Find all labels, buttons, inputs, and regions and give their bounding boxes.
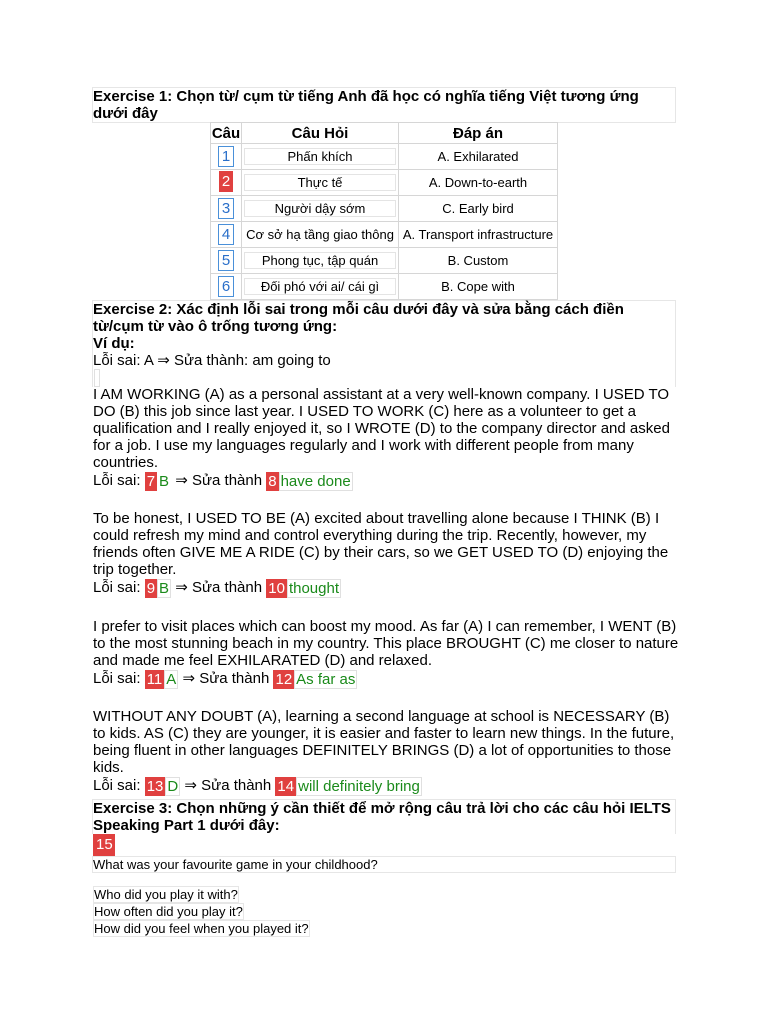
error-answer-field[interactable]: A bbox=[166, 670, 177, 688]
answer-cell[interactable]: B. Custom bbox=[399, 248, 558, 274]
fix-label: ⇒ Sửa thành bbox=[175, 472, 263, 489]
error-answer-field[interactable]: B bbox=[159, 579, 170, 597]
error-label: Lỗi sai: bbox=[93, 472, 141, 489]
option-checkbox[interactable]: Who did you play it with? bbox=[94, 887, 238, 902]
question-number-badge: 8 bbox=[268, 472, 277, 490]
question-cell: Người dậy sớm bbox=[244, 200, 396, 217]
fix-label: ⇒ Sửa thành bbox=[184, 777, 272, 794]
question-number-badge: 15 bbox=[96, 836, 113, 853]
question-number: 2 bbox=[219, 171, 233, 192]
answer-cell[interactable]: C. Early bird bbox=[399, 196, 558, 222]
header-cau: Câu bbox=[211, 124, 241, 142]
header-cau-hoi: Câu Hỏi bbox=[242, 123, 399, 144]
example-label: Ví dụ: bbox=[93, 335, 135, 352]
question-cell: Phong tục, tập quán bbox=[244, 252, 396, 269]
question-number-badge: 12 bbox=[275, 670, 293, 688]
error-line bbox=[93, 578, 341, 598]
answer-cell[interactable]: A. Exhilarated bbox=[399, 144, 558, 170]
question-cell: Cơ sở hạ tầng giao thông bbox=[246, 227, 394, 242]
fix-answer-field[interactable]: thought bbox=[288, 579, 339, 597]
answer-cell[interactable]: A. Transport infrastructure bbox=[399, 222, 558, 248]
exercise2-passage: WITHOUT ANY DOUBT (A), learning a second language at school is NECESSARY (B) to kids. AS (C) they are younger, it is easier and faster to learn new things. In the future, being fluent in other languages DEFINITELY BRINGS (D) a lot of opportunities to those kids. bbox=[93, 708, 675, 776]
question-number: 5 bbox=[218, 250, 234, 271]
fix-label: ⇒ Sửa thành bbox=[175, 579, 263, 596]
fix-answer-field[interactable]: have done bbox=[280, 472, 351, 490]
option-checkbox[interactable]: How did you feel when you played it? bbox=[94, 921, 309, 936]
question-number-badge: 10 bbox=[268, 579, 285, 597]
exercise2-passage: To be honest, I USED TO BE (A) excited about travelling alone because I THINK (B) I could refresh my mind and control everything during the trip. Recently, however, my friends often GIVE ME A RIDE (C) by their cars, so we GET USED TO (D) enjoying the trip together. bbox=[93, 510, 669, 578]
error-line bbox=[93, 669, 357, 689]
error-answer-field[interactable]: D bbox=[167, 777, 179, 795]
answer-cell[interactable]: B. Cope with bbox=[399, 274, 558, 300]
exercise3-question: What was your favourite game in your childhood? bbox=[92, 856, 676, 873]
question-number-badge: 11 bbox=[146, 670, 163, 688]
fix-label: ⇒ Sửa thành bbox=[182, 670, 270, 687]
error-answer-field[interactable]: B bbox=[159, 472, 170, 490]
answer-cell[interactable]: A. Down-to-earth bbox=[399, 170, 558, 196]
table-row bbox=[211, 248, 558, 274]
question-number: 4 bbox=[218, 224, 234, 245]
example-input[interactable] bbox=[94, 369, 100, 387]
fix-answer-field[interactable]: will definitely bring bbox=[298, 777, 420, 795]
table-row bbox=[211, 274, 558, 300]
question-number-badge: 7 bbox=[146, 472, 156, 490]
question-number: 3 bbox=[218, 198, 234, 219]
header-dap-an: Đáp án bbox=[399, 123, 558, 144]
question-cell: Đối phó với ai/ cái gì bbox=[244, 278, 396, 295]
exercise1-title: Exercise 1: Chọn từ/ cụm từ tiếng Anh đã học có nghĩa tiếng Việt tương ứng dưới đây bbox=[92, 87, 676, 123]
question-cell: Thực tế bbox=[244, 174, 396, 191]
table-row bbox=[211, 196, 558, 222]
question-cell: Phấn khích bbox=[244, 148, 396, 165]
example-text: Lỗi sai: A ⇒ Sửa thành: am going to bbox=[93, 352, 331, 369]
question-number-badge: 13 bbox=[146, 777, 164, 795]
error-line bbox=[93, 776, 422, 796]
error-label: Lỗi sai: bbox=[93, 579, 141, 596]
exercise2-header bbox=[92, 300, 676, 387]
question-number-badge: 9 bbox=[146, 579, 156, 597]
option-checkbox[interactable]: How often did you play it? bbox=[94, 904, 243, 919]
question-number-badge: 14 bbox=[277, 777, 295, 795]
exercise3-title: Exercise 3: Chọn những ý cần thiết để mở rộng câu trả lời cho các câu hỏi IELTS Speaking Part 1 dưới đây: bbox=[92, 799, 676, 834]
error-label: Lỗi sai: bbox=[93, 777, 141, 794]
table-row bbox=[211, 222, 558, 248]
option-list bbox=[93, 886, 310, 937]
error-label: Lỗi sai: bbox=[93, 670, 141, 687]
question-number: 1 bbox=[218, 146, 234, 167]
exercise2-title: Exercise 2: Xác định lỗi sai trong mỗi câu dưới đây và sửa bằng cách điền từ/cụm từ vào ô trống tương ứng: bbox=[93, 301, 624, 335]
exercise2-passage: I prefer to visit places which can boost my mood. As far (A) I can remember, I WENT (B) to the most stunning beach in my country. This place BROUGHT (C) me closer to nature and made me feel EXHILARATED (D) and relaxed. bbox=[93, 618, 679, 669]
question-15 bbox=[93, 834, 115, 856]
table-row bbox=[211, 144, 558, 170]
exercise2-passage: I AM WORKING (A) as a personal assistant at a very well-known company. I USED TO DO (B) this job since last year. I USED TO WORK (C) here as a volunteer to get a qualification and I really enjoyed it, so I WROTE (D) to the company director and asked for a job. I use my languages regularly and I work with different people from many countries. bbox=[93, 386, 670, 471]
table-row bbox=[211, 170, 558, 196]
fix-answer-field[interactable]: As far as bbox=[296, 670, 356, 688]
question-number: 6 bbox=[218, 276, 234, 297]
exercise1-table bbox=[210, 122, 558, 300]
error-line bbox=[93, 471, 353, 491]
